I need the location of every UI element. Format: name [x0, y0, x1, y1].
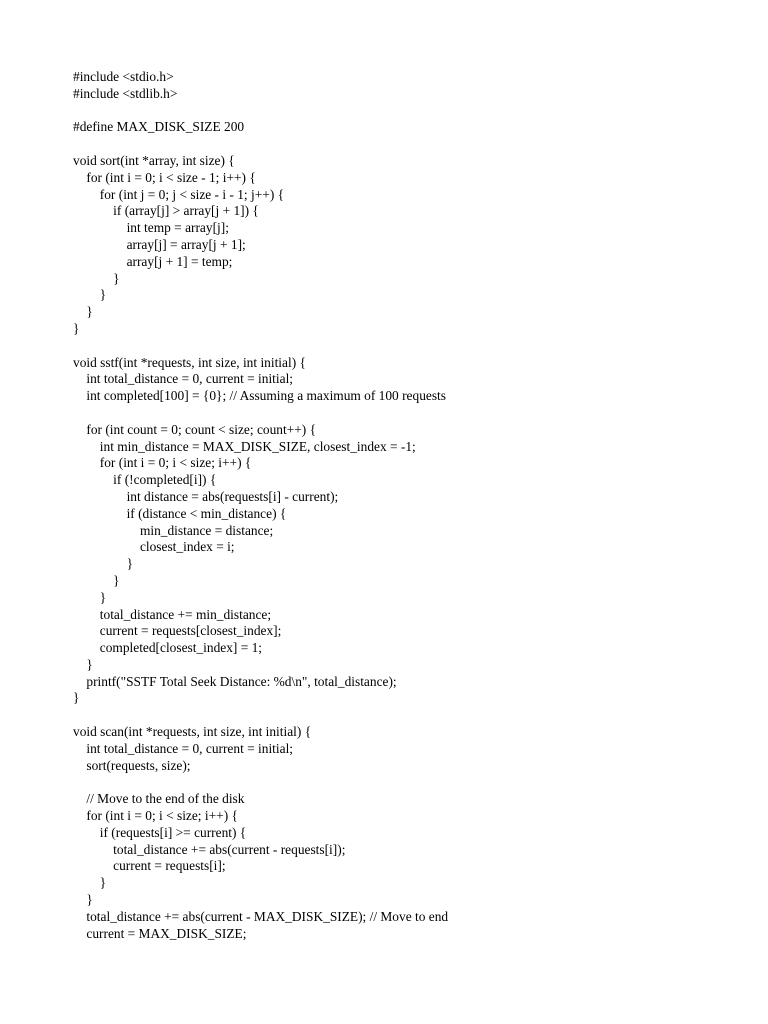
code-line: if (distance < min_distance) {: [73, 505, 287, 521]
code-line: for (int count = 0; count < size; count++) {: [73, 421, 317, 437]
code-line: current = MAX_DISK_SIZE;: [73, 925, 247, 941]
code-line: }: [73, 589, 107, 605]
code-line: [73, 103, 733, 120]
code-line: [73, 338, 733, 355]
code-line: }: [73, 875, 107, 891]
code-line: }: [73, 690, 80, 706]
code-line: min_distance = distance;: [73, 522, 274, 538]
code-line: int total_distance = 0, current = initial;: [73, 371, 294, 387]
code-line: for (int i = 0; i < size; i++) {: [73, 808, 238, 824]
code-line: printf("SSTF Total Seek Distance: %d\n", total_distance);: [73, 673, 397, 689]
code-line: int total_distance = 0, current = initial;: [73, 740, 294, 756]
code-line: current = requests[closest_index];: [73, 623, 282, 639]
code-line: if (requests[i] >= current) {: [73, 824, 247, 840]
code-line: closest_index = i;: [73, 539, 235, 555]
code-line: #define MAX_DISK_SIZE 200: [73, 119, 245, 135]
code-line: [73, 405, 733, 422]
code-line: }: [73, 572, 120, 588]
code-line: int completed[100] = {0}; // Assuming a maximum of 100 requests: [73, 388, 446, 404]
code-line: total_distance += abs(current - requests[i]);: [73, 841, 346, 857]
code-line: }: [73, 270, 120, 286]
code-line: [73, 774, 733, 791]
code-line: total_distance += abs(current - MAX_DISK_SIZE); // Move to end: [73, 908, 449, 924]
code-line: [73, 136, 733, 153]
code-line: }: [73, 556, 133, 572]
code-line: array[j] = array[j + 1];: [73, 236, 246, 252]
code-line: // Move to the end of the disk: [73, 791, 245, 807]
code-line: if (array[j] > array[j + 1]) {: [73, 203, 259, 219]
code-line: total_distance += min_distance;: [73, 606, 272, 622]
code-line: if (!completed[i]) {: [73, 472, 217, 488]
code-block: [73, 69, 733, 942]
code-line: array[j + 1] = temp;: [73, 253, 233, 269]
code-line: void sort(int *array, int size) {: [73, 152, 235, 168]
code-line: for (int i = 0; i < size; i++) {: [73, 455, 252, 471]
code-line: }: [73, 892, 93, 908]
code-line: void scan(int *requests, int size, int initial) {: [73, 724, 312, 740]
code-line: int min_distance = MAX_DISK_SIZE, closest_index = -1;: [73, 438, 416, 454]
code-line: #include <stdio.h>: [73, 69, 174, 84]
code-line: int temp = array[j];: [73, 220, 229, 236]
code-line: }: [73, 304, 93, 320]
code-line: #include <stdlib.h>: [73, 85, 178, 101]
code-line: void sstf(int *requests, int size, int initial) {: [73, 354, 306, 370]
code-line: }: [73, 287, 107, 303]
code-line: current = requests[i];: [73, 858, 226, 874]
code-line: int distance = abs(requests[i] - current);: [73, 488, 339, 504]
code-line: for (int i = 0; i < size - 1; i++) {: [73, 169, 256, 185]
code-line: sort(requests, size);: [73, 757, 191, 773]
code-line: for (int j = 0; j < size - i - 1; j++) {: [73, 186, 285, 202]
code-line: completed[closest_index] = 1;: [73, 640, 263, 656]
code-line: }: [73, 320, 80, 336]
code-line: }: [73, 656, 93, 672]
code-line: [73, 707, 733, 724]
